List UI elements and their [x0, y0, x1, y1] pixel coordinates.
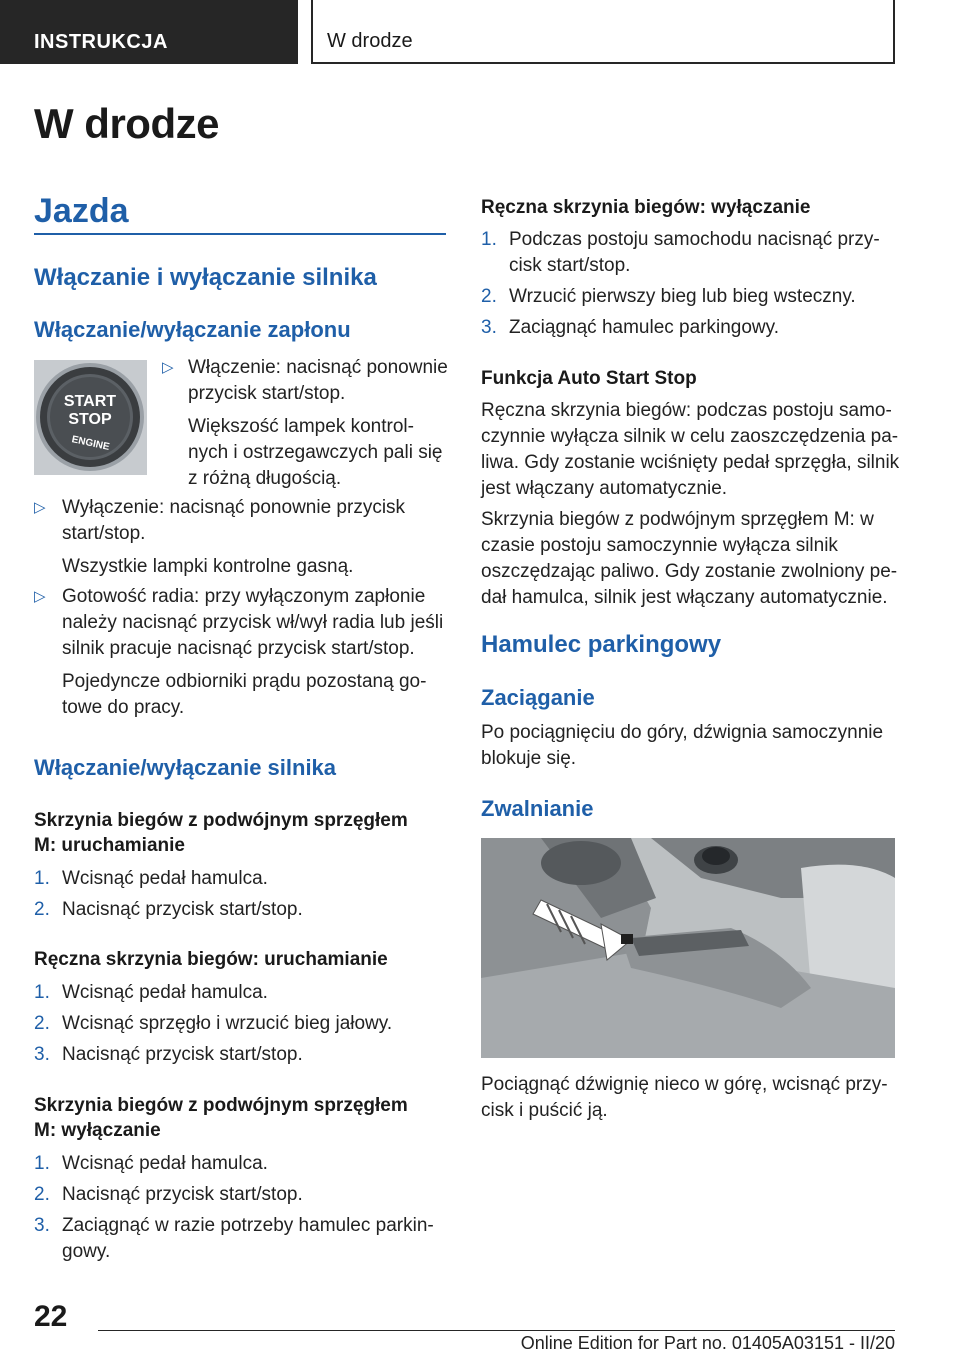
dct-stop-step-1: Wcisnąć pedał hamulca. [62, 1153, 268, 1174]
step-number: 2. [34, 1013, 50, 1034]
bullet3-note-line1: Pojedyncze odbiorniki prądu pozostaną go- [62, 671, 427, 692]
bullet1-note-line3: z różną długością. [188, 468, 342, 489]
start-stop-icon [34, 360, 147, 475]
section-tab[interactable]: INSTRUKCJA [0, 0, 298, 64]
bullet-triangle-icon: ▷ [162, 359, 174, 376]
manual-stop-step-3: Zaciągnąć hamulec parkingowy. [509, 317, 780, 338]
dct-start-step-2: Nacisnąć przycisk start/stop. [62, 899, 303, 920]
bullet1-line2: przycisk start/stop. [188, 383, 346, 404]
apply-text-line2: blokuje się. [481, 748, 577, 769]
manual-stop-step-1-line2: cisk start/stop. [509, 255, 631, 276]
heading-apply: Zaciąganie [481, 685, 595, 710]
release-text-line2: cisk i puścić ją. [481, 1100, 608, 1121]
step-number: 2. [34, 1184, 50, 1205]
dct-start-heading-line2: M: uruchamianie [34, 835, 185, 856]
heading-engine-on-off: Włączanie/wyłączanie silnika [34, 755, 337, 780]
section-heading-jazda: Jazda [34, 192, 129, 230]
button-label-stop: STOP [68, 411, 112, 428]
bullet1-note-line1: Większość lampek kontrol- [188, 416, 414, 437]
step-number: 1. [34, 868, 50, 889]
dct-start-step-1: Wcisnąć pedał hamulca. [62, 868, 268, 889]
step-number: 2. [34, 899, 50, 920]
heading-parking-brake: Hamulec parkingowy [481, 631, 722, 658]
button-label-engine: ENGINE [70, 434, 111, 453]
bullet-triangle-icon: ▷ [34, 499, 46, 516]
page-title: W drodze [34, 100, 219, 147]
manual-start-heading: Ręczna skrzynia biegów: uruchamianie [34, 949, 388, 970]
dct-stop-step-3-line1: Zaciągnąć w razie potrzeby hamulec parkin- [62, 1215, 434, 1236]
step-number: 3. [481, 317, 497, 338]
bullet1-note-line2: nych i ostrzegawczych pali się [188, 442, 443, 463]
heading-release: Zwalnianie [481, 796, 594, 821]
auto-p2-line4: dał hamulca, silnik jest włączany automatycznie. [481, 587, 888, 608]
bullet2-line2: start/stop. [62, 523, 146, 544]
dct-stop-heading-line1: Skrzynia biegów z podwójnym sprzęgłem [34, 1095, 408, 1116]
auto-p1-line2: czynnie wyłącza silnik w celu zaoszczędzenia pa- [481, 426, 899, 447]
chapter-tab[interactable]: W drodze [311, 0, 895, 64]
bullet1-line1: Włączenie: nacisnąć ponownie [188, 357, 448, 378]
bullet3-line3: silnik pracuje nacisnąć przycisk start/stop. [62, 638, 415, 659]
step-number: 3. [34, 1044, 50, 1065]
bullet-triangle-icon: ▷ [34, 588, 46, 605]
auto-p2-line3: oszczędzając paliwo. Gdy zostanie zwolniony pe- [481, 561, 898, 582]
manual-stop-step-1-line1: Podczas postoju samochodu nacisnąć przy- [509, 229, 880, 250]
page-number: 22 [34, 1300, 68, 1333]
bullet3-line2: należy nacisnąć przycisk wł/wył radia lub jeśli [62, 612, 444, 633]
auto-p1-line4: jest włączany automatycznie. [481, 478, 728, 499]
subsection-heading-engine: Włączanie i wyłączanie silnika [34, 264, 377, 291]
step-number: 1. [34, 982, 50, 1003]
dct-stop-step-3-line2: gowy. [62, 1241, 111, 1262]
manual-stop-step-2: Wrzucić pierwszy bieg lub bieg wsteczny. [509, 286, 856, 307]
manual-start-step-3: Nacisnąć przycisk start/stop. [62, 1044, 303, 1065]
parking-brake-lever-icon [481, 838, 895, 1058]
heading-divider [34, 233, 446, 235]
step-number: 2. [481, 286, 497, 307]
dct-start-heading-line1: Skrzynia biegów z podwójnym sprzęgłem [34, 810, 408, 831]
apply-text-line1: Po pociągnięciu do góry, dźwignia samoczynnie [481, 722, 884, 743]
auto-start-stop-heading: Funkcja Auto Start Stop [481, 368, 697, 389]
manual-stop-heading: Ręczna skrzynia biegów: wyłączanie [481, 197, 811, 218]
bullet2-line1: Wyłączenie: nacisnąć ponownie przycisk [62, 497, 406, 518]
dct-stop-heading-line2: M: wyłączanie [34, 1120, 161, 1141]
dct-stop-step-2: Nacisnąć przycisk start/stop. [62, 1184, 303, 1205]
bullet3-note-line2: towe do pracy. [62, 697, 185, 718]
bullet3-line1: Gotowość radia: przy wyłączonym zapłonie [62, 586, 426, 607]
button-label-start: START [63, 393, 117, 410]
auto-p2-line1: Skrzynia biegów z podwójnym sprzęgłem M: w [481, 509, 874, 530]
step-number: 3. [34, 1215, 50, 1236]
footer-divider [98, 1330, 895, 1331]
auto-p1-line3: liwa. Gdy zostanie wciśnięty pedał sprzęgła, silnik [481, 452, 900, 473]
step-number: 1. [481, 229, 497, 250]
manual-start-step-1: Wcisnąć pedał hamulca. [62, 982, 268, 1003]
heading-ignition: Włączanie/wyłączanie zapłonu [34, 317, 351, 342]
auto-p2-line2: czasie postoju samoczynnie wyłącza silnik [481, 535, 838, 556]
manual-start-step-2: Wcisnąć sprzęgło i wrzucić bieg jałowy. [62, 1013, 393, 1034]
bullet2-note: Wszystkie lampki kontrolne gasną. [62, 556, 354, 577]
footer-edition: Online Edition for Part no. 01405A03151 - II/20 [520, 1333, 895, 1353]
step-number: 1. [34, 1153, 50, 1174]
auto-p1-line1: Ręczna skrzynia biegów: podczas postoju samo- [481, 400, 892, 421]
release-text-line1: Pociągnąć dźwignię nieco w górę, wcisnąć przy- [481, 1074, 888, 1095]
start-stop-button-image [34, 360, 147, 475]
parking-brake-image [481, 838, 895, 1058]
